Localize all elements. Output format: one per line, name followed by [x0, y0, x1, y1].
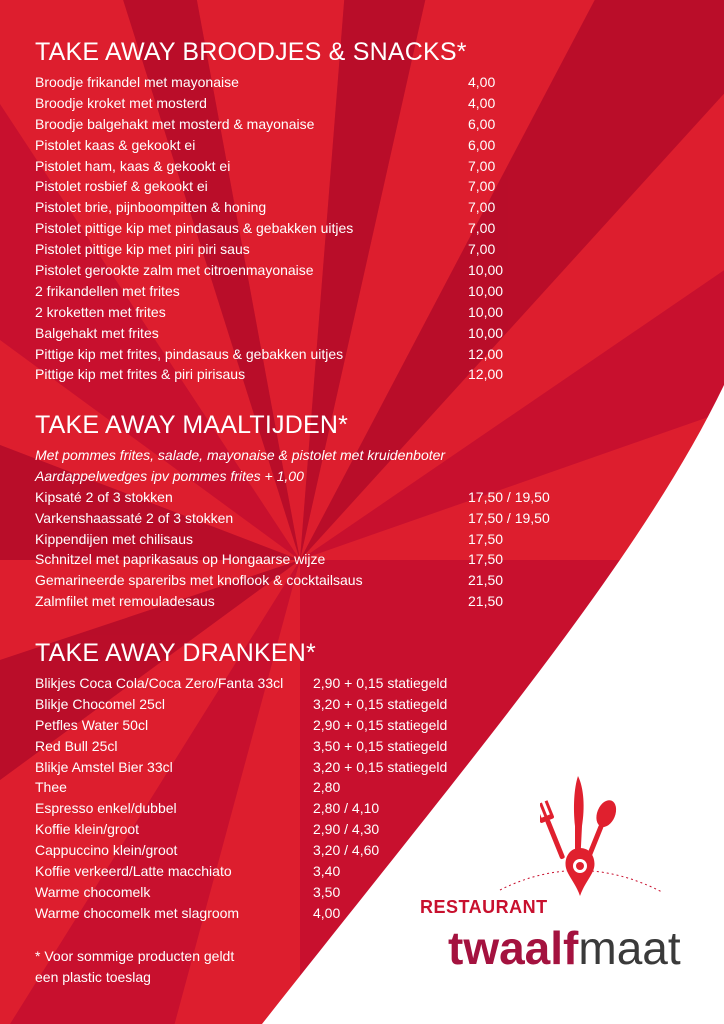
item-name: Pistolet pittige kip met pindasaus & gebakken uitjes [35, 220, 354, 237]
item-price: 10,00 [468, 282, 504, 299]
item-name: Koffie verkeerd/Latte macchiato [35, 863, 232, 880]
item-price: 12,00 [468, 366, 504, 383]
item-price: 3,20 / 4,60 [313, 842, 380, 859]
footnote-line: een plastic toeslag [35, 968, 151, 985]
meals-section-title: TAKE AWAY MAALTIJDEN* [35, 411, 349, 439]
item-name: 2 frikandellen met frites [35, 282, 180, 299]
item-price: 3,20 + 0,15 statiegeld [313, 695, 448, 712]
item-name: Warme chocomelk met slagroom [35, 904, 240, 921]
item-price: 6,00 [468, 115, 496, 132]
item-price: 4,00 [468, 74, 496, 90]
note-text: Met pommes frites, salade, mayonaise & pistolet met kruidenboter [35, 447, 446, 463]
item-price: 2,80 / 4,10 [313, 800, 380, 817]
item-price: 17,50 / 19,50 [468, 509, 550, 526]
item-price: 2,90 + 0,15 statiegeld [313, 675, 448, 691]
drinks-section-title: TAKE AWAY DRANKEN* [35, 639, 316, 667]
footnote-line: * Voor sommige producten geldt [35, 948, 235, 964]
item-price: 7,00 [468, 157, 496, 174]
item-price: 21,50 [468, 593, 504, 610]
item-name: 2 kroketten met frites [35, 303, 166, 320]
item-name: Kipsaté 2 of 3 stokken [35, 488, 173, 505]
item-name: Kippendijen met chilisaus [35, 530, 193, 547]
item-name: Blikje Chocomel 25cl [35, 695, 165, 712]
item-price: 17,50 / 19,50 [468, 488, 550, 505]
item-name: Warme chocomelk [35, 883, 151, 900]
item-price: 17,50 [468, 551, 504, 568]
item-name: Blikjes Coca Cola/Coca Zero/Fanta 33cl [35, 675, 284, 691]
logo-brand-light: maat [578, 922, 681, 974]
item-price: 10,00 [468, 303, 504, 320]
item-name: Blikje Amstel Bier 33cl [35, 758, 173, 775]
item-price: 7,00 [468, 178, 496, 195]
item-name: Thee [35, 779, 67, 796]
item-name: Red Bull 25cl [35, 737, 118, 754]
logo-brand-name [448, 922, 681, 974]
item-price: 4,00 [313, 904, 341, 921]
item-price: 7,00 [468, 241, 496, 258]
item-price: 21,50 [468, 572, 504, 589]
item-name: Zalmfilet met remouladesaus [35, 593, 215, 610]
item-price: 17,50 [468, 530, 504, 547]
item-price: 10,00 [468, 262, 504, 279]
cutlery-pin-icon [540, 774, 620, 902]
item-price: 2,80 [313, 779, 341, 796]
item-price: 4,00 [468, 94, 496, 111]
item-name: Pistolet rosbief & gekookt ei [35, 178, 208, 195]
item-name: Espresso enkel/dubbel [35, 800, 177, 817]
logo-restaurant-label: RESTAURANT [420, 897, 548, 917]
item-name: Pistolet pittige kip met piri piri saus [35, 241, 250, 258]
item-name: Pistolet ham, kaas & gekookt ei [35, 157, 231, 174]
item-price: 6,00 [468, 136, 496, 153]
item-price: 2,90 / 4,30 [313, 821, 380, 838]
item-name: Gemarineerde spareribs met knoflook & cocktailsaus [35, 572, 363, 589]
item-name: Pittige kip met frites & piri pirisaus [35, 366, 246, 383]
item-name: Petfles Water 50cl [35, 716, 149, 733]
item-price: 3,20 + 0,15 statiegeld [313, 758, 448, 775]
item-price: 3,50 [313, 883, 341, 900]
item-name: Cappuccino klein/groot [35, 842, 178, 859]
item-price: 12,00 [468, 345, 504, 362]
item-price: 10,00 [468, 324, 504, 341]
item-name: Pistolet brie, pijnboompitten & honing [35, 199, 267, 216]
item-price: 3,50 + 0,15 statiegeld [313, 737, 448, 754]
footnote [35, 946, 295, 988]
item-name: Pistolet gerookte zalm met citroenmayonaise [35, 262, 314, 279]
item-name: Pistolet kaas & gekookt ei [35, 136, 196, 153]
item-name: Schnitzel met paprikasaus op Hongaarse wijze [35, 551, 326, 568]
item-name: Pittige kip met frites, pindasaus & gebakken uitjes [35, 345, 344, 362]
item-name: Balgehakt met frites [35, 324, 159, 341]
note-text: Aardappelwedges ipv pommes frites + 1,00 [35, 467, 304, 484]
logo-brand-bold: twaalf [448, 922, 579, 974]
item-name: Varkenshaassaté 2 of 3 stokken [35, 509, 234, 526]
item-name: Broodje frikandel met mayonaise [35, 74, 239, 90]
item-price: 7,00 [468, 199, 496, 216]
item-name: Koffie klein/groot [35, 821, 140, 838]
item-price: 7,00 [468, 220, 496, 237]
item-price: 3,40 [313, 863, 341, 880]
item-price: 2,90 + 0,15 statiegeld [313, 716, 448, 733]
item-name: Broodje balgehakt met mosterd & mayonaise [35, 115, 315, 132]
item-name: Broodje kroket met mosterd [35, 94, 207, 111]
restaurant-logo [420, 770, 720, 990]
snacks-section-title: TAKE AWAY BROODJES & SNACKS* [35, 38, 467, 66]
